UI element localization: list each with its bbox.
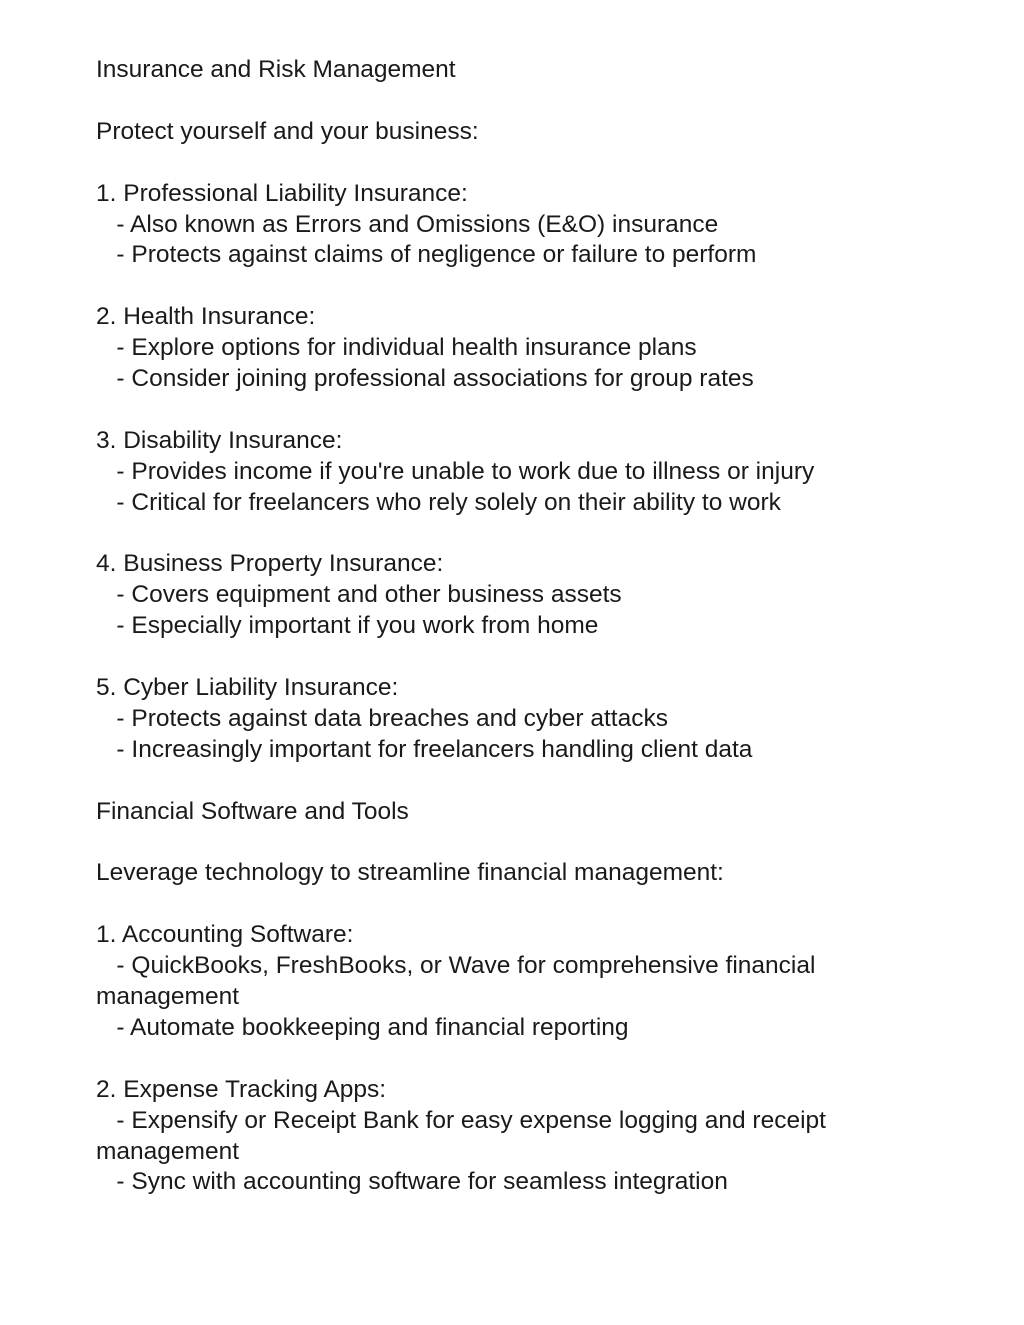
spacer <box>96 766 916 797</box>
spacer <box>96 395 916 426</box>
item-bullet: - Protects against data breaches and cyber attacks <box>96 704 668 732</box>
section-heading: Financial Software and Tools <box>96 797 409 825</box>
item-bullet: - Protects against claims of negligence or failure to perform <box>96 241 757 269</box>
item-bullet: - Automate bookkeeping and financial reporting <box>96 1013 629 1041</box>
item-title: 1. Professional Liability Insurance: <box>96 179 468 207</box>
item-title: 3. Disability Insurance: <box>96 426 343 454</box>
item-bullet: - Also known as Errors and Omissions (E&O) insurance <box>96 210 719 238</box>
spacer <box>96 271 916 302</box>
spacer <box>96 889 916 920</box>
item-bullet: - Explore options for individual health insurance plans <box>96 334 697 362</box>
item-title: 1. Accounting Software: <box>96 921 354 949</box>
document-page <box>96 55 916 1198</box>
section-intro: Protect yourself and your business: <box>96 117 479 145</box>
section-intro: Leverage technology to streamline financial management: <box>96 859 724 887</box>
item-bullet: - Sync with accounting software for seamless integration <box>96 1168 728 1196</box>
spacer <box>96 642 916 673</box>
item-bullet: - Increasingly important for freelancers handling client data <box>96 735 753 763</box>
item-title: 2. Health Insurance: <box>96 303 316 331</box>
item-title: 2. Expense Tracking Apps: <box>96 1075 387 1103</box>
item-bullet: - QuickBooks, FreshBooks, or Wave for comprehensive financial management <box>96 952 823 1011</box>
spacer <box>96 828 916 859</box>
item-bullet: - Provides income if you're unable to work due to illness or injury <box>96 457 815 485</box>
item-bullet: - Critical for freelancers who rely solely on their ability to work <box>96 488 781 516</box>
item-bullet: - Consider joining professional associations for group rates <box>96 365 754 393</box>
spacer <box>96 519 916 550</box>
spacer <box>96 1044 916 1075</box>
section-heading: Insurance and Risk Management <box>96 56 456 83</box>
spacer <box>96 86 916 117</box>
item-bullet: - Expensify or Receipt Bank for easy expense logging and receipt management <box>96 1106 833 1165</box>
item-bullet: - Covers equipment and other business assets <box>96 581 622 609</box>
item-bullet: - Especially important if you work from home <box>96 612 599 640</box>
item-title: 4. Business Property Insurance: <box>96 550 444 578</box>
item-title: 5. Cyber Liability Insurance: <box>96 674 399 702</box>
spacer <box>96 148 916 179</box>
